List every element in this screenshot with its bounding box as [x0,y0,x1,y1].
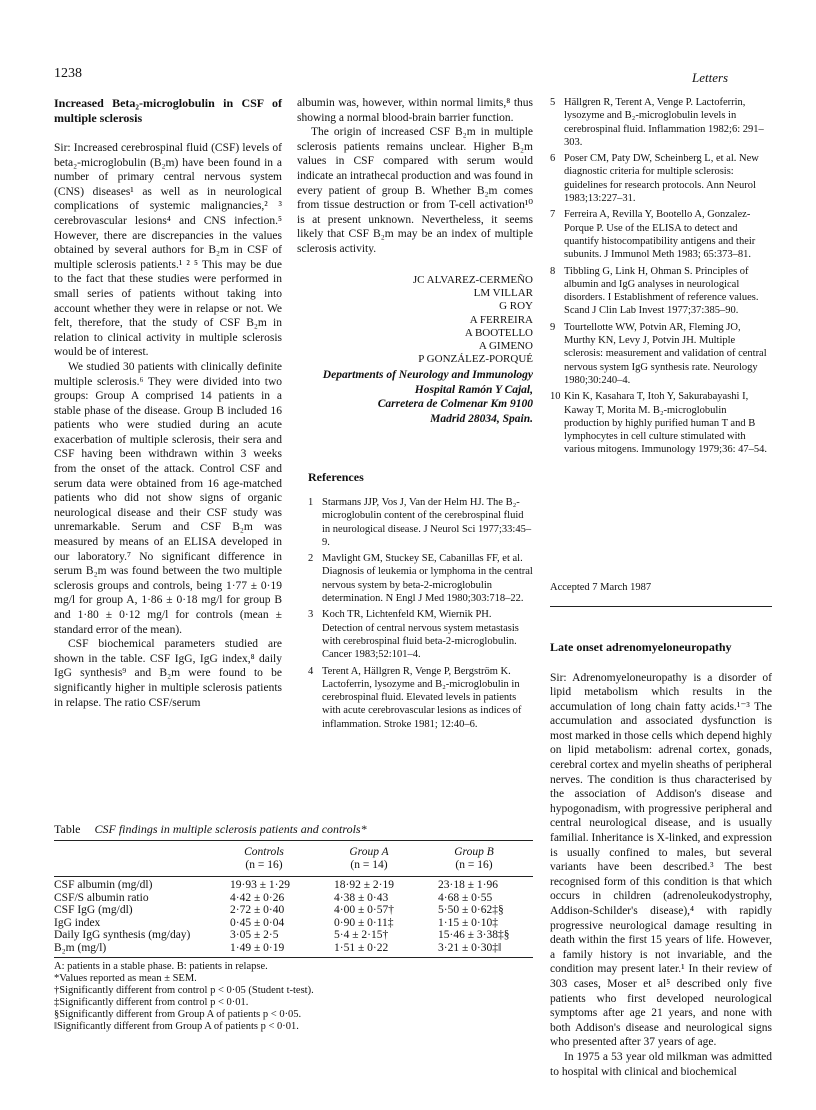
reference-text: Tibbling G, Link H, Ohman S. Principles of albumin and IgG analyses in neurological disorders. I Establishment of reference values. Scand J Clin Lab Invest 1977;37:385–90. [564,265,759,317]
author-name: A FERREIRA [469,313,533,326]
page-number: 1238 [54,66,82,81]
table-caption-text: CSF findings in multiple sclerosis patients and controls* [94,822,367,836]
reference-item [550,96,772,149]
group-a-value: 4·38 ± 0·43 [334,891,389,904]
letter1-paragraph: CSF biochemical parameters studied are shown in the table. CSF IgG, IgG index,⁸ daily IgG synthesis⁹ and B₂m were found to be significantly higher in multiple sclerosis patients in relapse. The ratio CSF/serum [54,638,282,709]
group-a-value: 5·4 ± 2·15† [334,929,389,941]
reference-number: 8 [550,265,556,277]
affiliation-line: Madrid 28034, Spain. [430,412,533,425]
table-row [54,942,533,955]
reference-number: 7 [550,209,556,221]
letter1-column-1 [54,96,282,710]
letter1-title: Increased Beta₂-microglobulin in CSF of multiple sclerosis [54,96,282,125]
reference-item [550,265,772,318]
group-b-value: 15·46 ± 3·38‡§ [438,929,510,941]
affiliation [297,368,533,426]
row-label: Daily IgG synthesis (mg/day) [54,929,191,941]
table-caption [54,822,367,837]
row-label: IgG index [54,916,101,929]
table-note: †Significantly different from control p < 0·05 (Student t-test). [54,985,314,996]
column-header-group-b [424,846,524,872]
reference-number: 4 [308,665,314,677]
table-top-rule [54,840,533,841]
row-label: CSF/S albumin ratio [54,891,149,904]
reference-text: Ferreira A, Revilla Y, Bootello A, Gonzalez-Porque P. Use of the ELISA to detect and quantify histocompatibility antigens and their subunits. J Immunol Meth 1983; 65:373–81. [564,209,756,261]
affiliation-line: Carretera de Colmenar Km 9100 [377,398,533,410]
table-row [54,929,533,942]
reference-text: Mavlight GM, Stuckey SE, Cabanillas FF, et al. Diagnosis of leukemia or lymphoma in the central nervous system by beta-2-microglobulin determination. N Engl J Med 1980;303:718–22. [322,553,533,605]
group-a-value: 4·00 ± 0·57† [334,904,394,916]
reference-text: Hällgren R, Terent A, Venge P. Lactoferrin, lysozyme and B₂-microglobulin levels in cerebrospinal fluid. Inflammation 1982;6: 291–303. [564,97,764,148]
letter2-title: Late onset adrenomyeloneuropathy [550,640,732,654]
column-header-controls [214,846,314,872]
letter2-paragraph: Sir: Adrenomyeloneuropathy is a disorder of lipid metabolism which results in the accumulation of long chain fatty acids.¹⁻³ The accumulation and associated dysfunction is most marked in those cells which depend highly on lipid metabolism: adrenal cortex, gonads, cerebral cortex and myelin sheaths of peripheral nerves. The condition is thus characterised by the association of Addison's disease and hypogonadism, with progressive peripheral and central neurological disease, and is usually familial. Inheritance is X-linked, and expression is usually confined to males, but several variants have been described.³ The best recognised form of this condition is that which occurs in children (adrenoleukodystrophy, Addison-Schilder's disease),⁴ with rapidly progressive neurological damage resulting in death within the first 15 years of life. However, a family history is not invariable, and the condition may present later.¹ In their review of 303 cases, Moser et al⁵ described only five patients who first developed neurological symptoms after age 21 years, and none with both Addison's disease and neurological signs who presented after 37 years of age. [550,671,772,1049]
reference-item [550,321,772,387]
table-notes [54,961,533,1033]
row-label: B₂m (mg/l) [54,941,107,954]
table-note: ‡Significantly different from control p < 0·01. [54,997,249,1008]
author-name: A BOOTELLO [464,326,533,339]
group-a-value: 18·92 ± 2·19 [334,879,394,891]
reference-item [308,608,533,661]
group-b-value: 5·50 ± 0·62‡§ [438,904,504,916]
affiliation-line: Departments of Neurology and Immunology [322,369,533,381]
reference-item [308,496,533,549]
reference-text: Tourtellotte WW, Potvin AR, Fleming JO, Murthy KN, Levy J, Potvin JH. Multiple sclerosis: measurement and validation of central nervous system IgG synthesis rate. Neurology 1980;30:240–4. [564,321,767,386]
reference-text: Koch TR, Lichtenfeld KM, Wiernik PH. Detection of central nervous system metastasis with cerebrospinal fluid beta-2-microglobulin. Cancer 1983;52:101–4. [322,609,519,661]
column-divider [550,606,772,607]
controls-value: 19·93 ± 1·29 [230,879,290,891]
table-note: ‖Significantly different from Group A of patients p < 0·01. [54,1021,299,1032]
controls-value: 3·05 ± 2·5 [230,929,279,941]
group-a-value: 1·51 ± 0·22 [334,941,389,954]
letter1-paragraph: Sir: Increased cerebrospinal fluid (CSF) levels of beta₂-microglobulin (B₂m) have been found in a number of primary central nervous system (CNS) diseases¹ as well as in neurological complications of systemic malignancies,² ³ cerebrovascular lesions⁴ and CNS infection.⁵ However, there are discrepancies in the values obtained by several authors for B₂m in CSF of multiple sclerosis patients.¹ ² ⁵ This may be due to the fact that these studies were performed in small series of patients without taking into account whether they were in relapse or not. We felt, therefore, that the study of CSF B₂m in relation to clinical activity in multiple sclerosis would be of interest. [54,142,282,359]
reference-number: 2 [308,553,314,565]
accepted-date: Accepted 7 March 1987 [550,582,652,593]
author-name: LM VILLAR [473,287,533,300]
controls-value: 4·42 ± 0·26 [230,891,285,904]
group-b-value: 3·21 ± 0·30‡‖ [438,941,502,954]
reference-text: Starmans JJP, Vos J, Van der Helm HJ. The B₂-microglobulin content of the cerebrospinal fluid in neurological disease. J Neurol Sci 1977;33:45–9. [322,497,532,548]
column-header-group-a [319,846,419,872]
letter1-paragraph: The origin of increased CSF B₂m in multiple sclerosis patients remains unclear. Higher B₂m values in CSF compared with serum would indicate an intrathecal production and was found in every patient of group B. Whether B₂m comes from tissue destruction or from T-cell activation¹⁰ is at present unknown. Nevertheless, it seems likely that CSF B₂m may be an index of multiple sclerosis activity. [297,126,533,255]
controls-value: 1·49 ± 0·19 [230,941,285,954]
group-b-value: 23·18 ± 1·96 [438,879,498,891]
controls-value: 0·45 ± 0·04 [230,916,285,929]
letter2-paragraph: In 1975 a 53 year old milkman was admitted to hospital with clinical and biochemical [550,1050,772,1078]
letter1-paragraph: albumin was, however, within normal limits,⁸ thus showing a normal blood-brain barrier function. [297,97,533,124]
section-header: Letters [692,70,729,85]
reference-item [308,552,533,605]
reference-item [308,665,533,731]
table-header-rule [54,876,533,877]
reference-number: 3 [308,609,314,621]
row-label: CSF albumin (mg/dl) [54,879,153,891]
reference-number: 10 [550,391,561,403]
row-label: CSF IgG (mg/dl) [54,904,133,916]
controls-value: 2·72 ± 0·40 [230,904,285,916]
column-n: (n = 16) [455,859,493,871]
reference-number: 1 [308,497,314,508]
references-list-b [550,96,772,460]
table-note: *Values reported as mean ± SEM. [54,973,197,984]
references-list-a [308,496,533,734]
table-note: A: patients in a stable phase. B: patients in relapse. [54,961,268,972]
reference-item [550,152,772,205]
author-list [297,274,533,366]
author-name: G ROY [499,300,533,313]
reference-text: Poser CM, Paty DW, Scheinberg L, et al. New diagnostic criteria for multiple sclerosis: guidelines for research protocols. Ann Neurol 1983;13:227–31. [564,153,759,205]
column-name: Group B [454,846,494,858]
group-b-value: 1·15 ± 0·10‡ [438,916,498,929]
table-label: Table [54,822,81,836]
references-heading: References [308,470,364,484]
data-table [54,879,533,954]
reference-number: 9 [550,321,556,333]
column-n: (n = 14) [350,859,388,871]
reference-item [550,208,772,261]
reference-number: 6 [550,153,556,165]
table-row [54,892,533,905]
table-row [54,904,533,917]
table-row [54,879,533,892]
column-name: Controls [244,846,284,858]
letter1-column-2 [297,96,533,257]
letter1-paragraph: We studied 30 patients with clinically definite multiple sclerosis.⁶ They were divided into two groups: Group A comprised 14 patients in a stable phase of the disease. Group B included 16 patients who were studied during an acute exacerbation of multiple sclerosis, their sera and CSF having been withdrawn within 3 weeks from the onset of the attack. Control CSF and serum data were obtained from 16 age-matched patients who did not show signs of organic neurological disease and their CSF study was unremarkable. Serum and CSF B₂m was measured by means of an ELISA developed in our laboratory.⁷ No significant difference in serum B₂m was found between the two multiple sclerosis groups and controls, being 1·77 ± 0·19 mg/l for group A, 1·86 ± 0·18 mg/l for group B and 1·80 ± 0·12 mg/l for controls (mean ± standard error of the mean). [54,360,282,636]
letter2-column [550,640,772,1079]
affiliation-line: Hospital Ramón Y Cajal, [414,383,533,396]
table-bottom-rule [54,957,533,958]
reference-text: Terent A, Hällgren R, Venge P, Bergström K. Lactoferrin, lysozyme and B₂-microglobulin in cerebrospinal fluid. Elevated levels in patients with acute cerebrovascular lesions as indices of inflammation. Stroke 1981; 12:40–6. [322,665,522,730]
table-note: §Significantly different from Group A of patients p < 0·05. [54,1009,302,1020]
author-name: JC ALVAREZ-CERMEÑO [412,274,533,286]
author-name: A GIMENO [478,340,533,353]
column-name: Group A [349,846,389,858]
group-a-value: 0·90 ± 0·11‡ [334,916,394,929]
group-b-value: 4·68 ± 0·55 [438,891,493,904]
reference-text: Kin K, Kasahara T, Itoh Y, Sakurabayashi I, Kaway T, Morita M. B₂-microglobulin production by highly purified human T and B lymphocytes in cell culture stimulated with various mitogens. Immunology 1979;36: 47–54. [564,391,767,456]
table-row [54,917,533,930]
reference-item [550,390,772,456]
reference-number: 5 [550,97,556,108]
author-name: P GONZÁLEZ-PORQUÉ [418,353,533,366]
column-n: (n = 16) [245,859,283,871]
